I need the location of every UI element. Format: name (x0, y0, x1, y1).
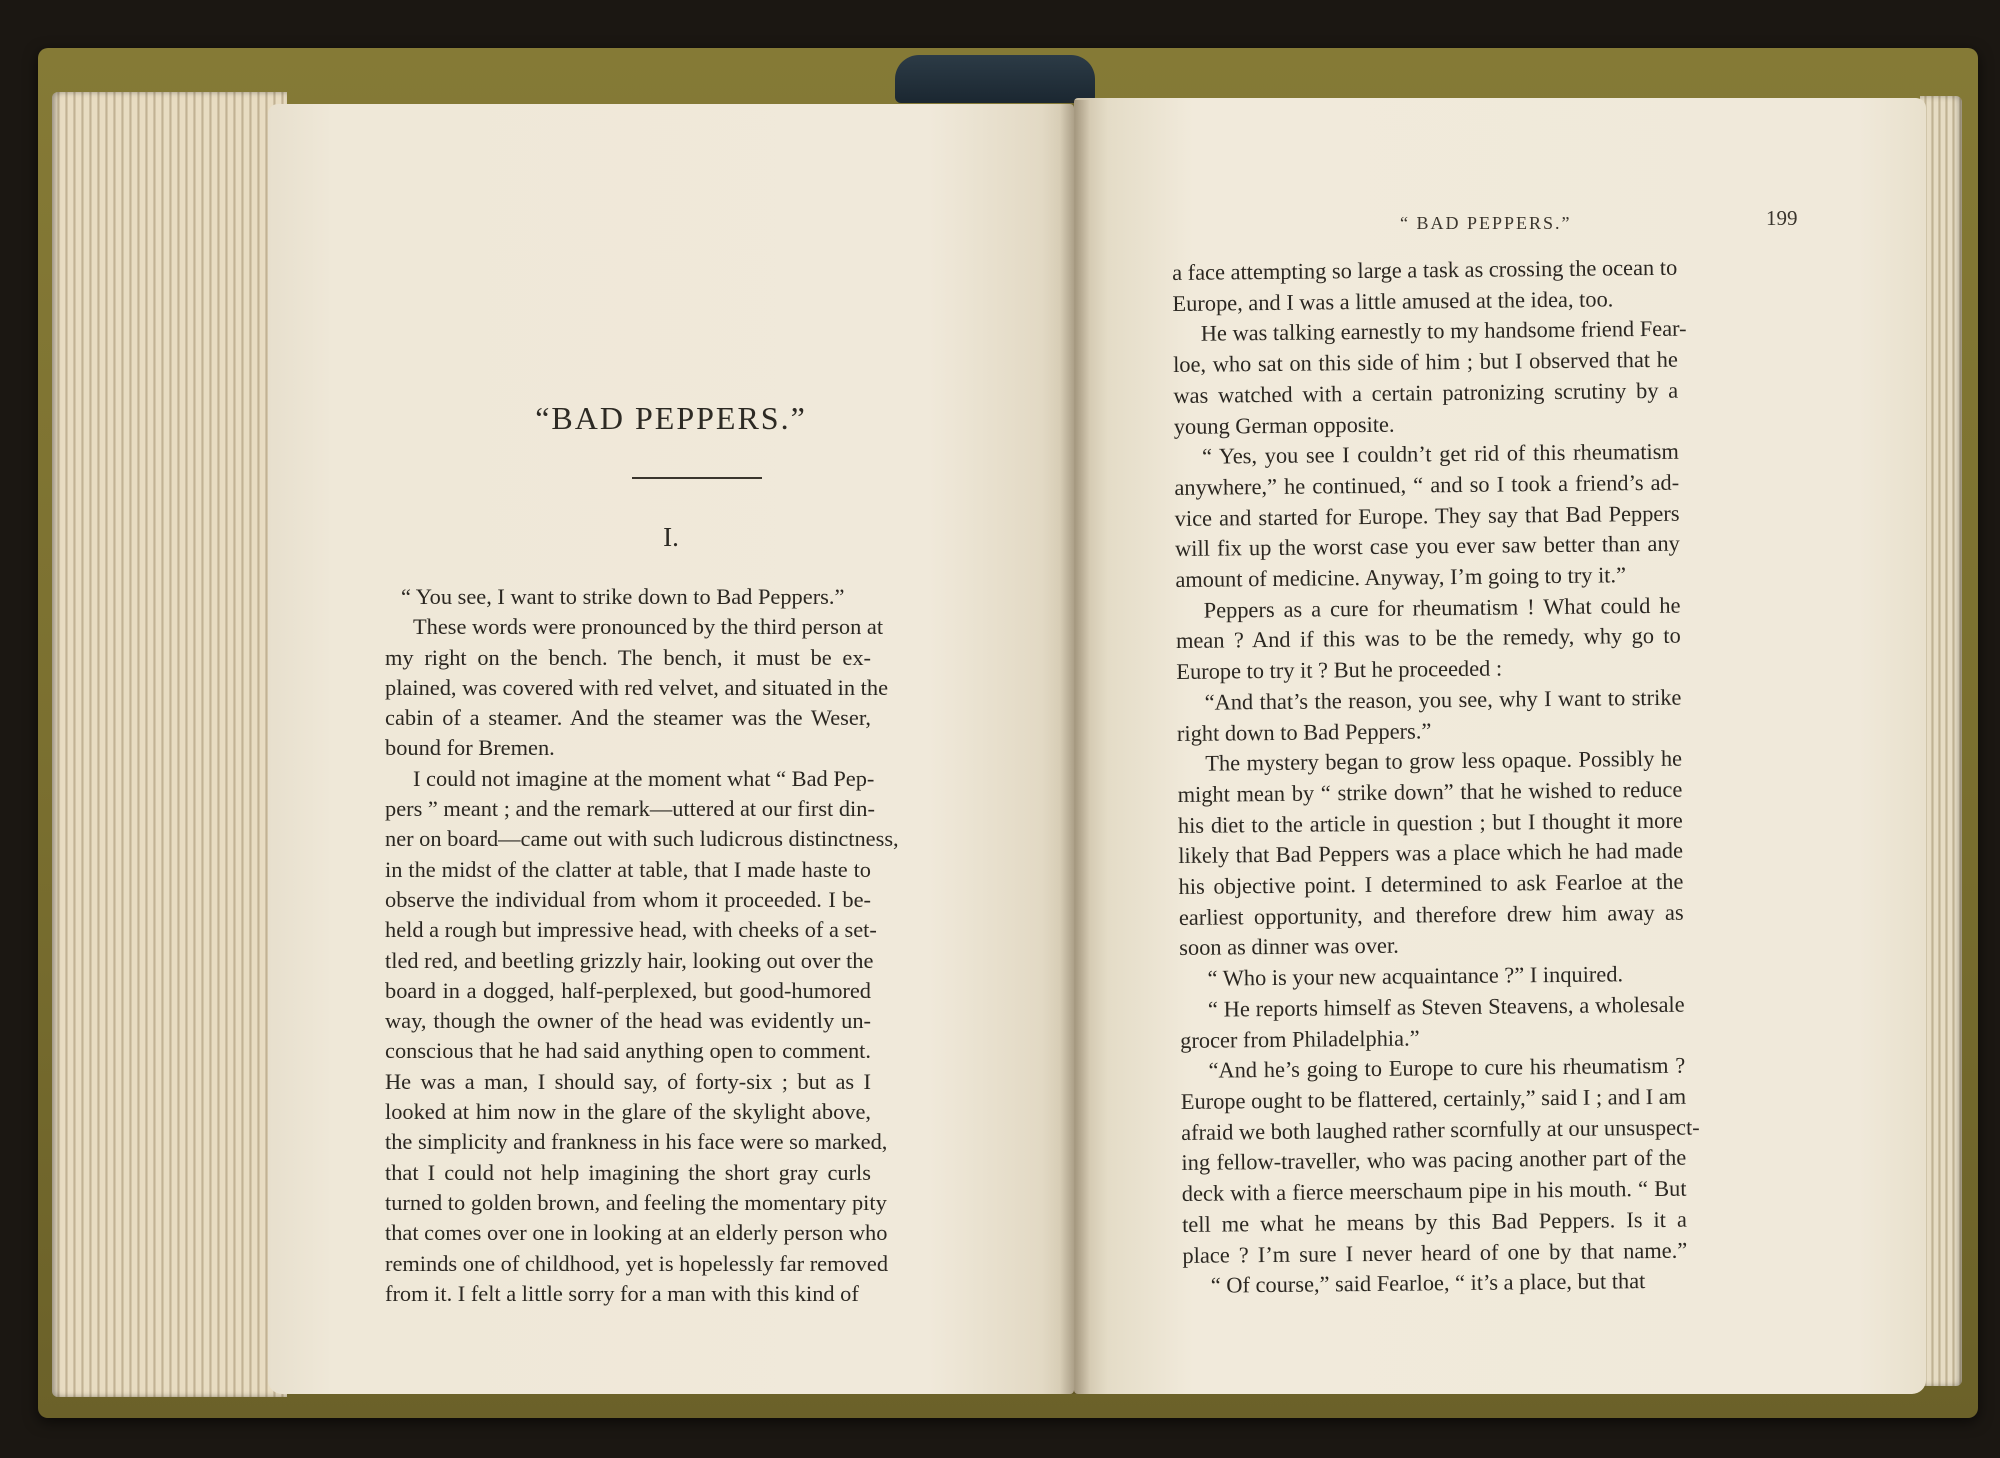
title-rule (632, 477, 762, 479)
text-line: afraid we both laughed rather scornfully at our unsuspect- (1181, 1114, 1700, 1145)
text-line: board in a dogged, half-perplexed, but good-humored (385, 977, 871, 1003)
text-line: likely that Bad Peppers was a place which he had made (1178, 838, 1684, 869)
text-line: soon as dinner was over. (1179, 933, 1399, 961)
text-line: might mean by “ strike down” that he wished to reduce (1177, 776, 1683, 807)
spine-headband (895, 55, 1095, 103)
text-line: ner on board—came out with such ludicrous distinctness, (385, 826, 899, 852)
text-line: tell me what he means by this Bad Peppers. Is it a (1181, 1206, 1687, 1237)
text-line: Europe to try it ? But he proceeded : (1176, 655, 1503, 685)
text-line: Peppers as a cure for rheumatism ! What could he (1203, 592, 1681, 623)
text-line: These words were pronounced by the third person at (413, 614, 884, 640)
right-page-edges (1920, 96, 1962, 1386)
text-line: “ He reports himself as Steven Steavens, a wholesale (1207, 991, 1685, 1022)
text-line: a face attempting so large a task as crossing the ocean to (1172, 254, 1678, 285)
text-line: my right on the bench. The bench, it must be ex- (385, 644, 871, 670)
text-line: that comes over one in looking at an elderly person who (385, 1220, 888, 1246)
text-line: deck with a fierce meerschaum pipe in his mouth. “ But (1181, 1175, 1687, 1207)
text-line: cabin of a steamer. And the steamer was the Weser, (385, 705, 871, 731)
text-line: mean ? And if this was to be the remedy, why go to (1175, 623, 1681, 654)
text-line: anywhere,” he continued, “ and so I took a friend’s ad- (1174, 469, 1680, 500)
running-header: “ BAD PEPPERS.” (1400, 213, 1572, 233)
text-line: grocer from Philadelphia.” (1180, 1025, 1420, 1053)
text-line: Europe ought to be flattered, certainly,” said I ; and I am (1180, 1083, 1687, 1114)
text-line: “ Of course,” said Fearloe, “ it’s a place, but that (1210, 1268, 1646, 1298)
text-line: plained, was covered with red velvet, and situated in the (385, 674, 889, 700)
text-line: observe the individual from whom it proceeded. I be- (385, 886, 871, 912)
text-line: place ? I’m sure I never heard of one by that name.” (1182, 1237, 1688, 1268)
text-line: “And that’s the reason, you see, why I want to strike (1204, 684, 1682, 715)
text-line: ing fellow-traveller, who was pacing another part of the (1181, 1145, 1687, 1176)
book-gutter (1060, 100, 1090, 1394)
left-page-text (385, 582, 1010, 1309)
text-line: vice and started for Europe. They say that Bad Peppers (1174, 500, 1680, 531)
text-line: that I could not help imagining the short gray curls (385, 1159, 871, 1185)
text-line: reminds one of childhood, yet is hopelessly far removed (385, 1250, 889, 1276)
right-page-text (1172, 251, 1831, 1302)
text-line: his diet to the article in question ; but I thought it more (1177, 807, 1683, 838)
text-line: will fix up the worst case you ever saw better than any (1174, 531, 1680, 562)
text-line: the simplicity and frankness in his face were so marked, (385, 1129, 888, 1155)
text-line: way, though the owner of the head was evidently un- (385, 1008, 871, 1034)
text-line: “ Who is your new acquaintance ?” I inquired. (1207, 961, 1624, 991)
text-line: his objective point. I determined to ask Fearloe at the (1178, 868, 1684, 900)
text-line: from it. I felt a little sorry for a man with this kind of (385, 1280, 859, 1306)
text-line: “ Yes, you see I couldn’t get rid of this rheumatism (1201, 438, 1679, 469)
left-page-edges (52, 92, 287, 1397)
text-line: tled red, and beetling grizzly hair, looking out over the (385, 947, 874, 973)
text-line: in the midst of the clatter at table, that I made haste to (385, 856, 871, 882)
chapter-title: “BAD PEPPERS.” (535, 400, 807, 436)
text-line: The mystery began to grow less opaque. Possibly he (1205, 745, 1683, 776)
text-line: conscious that he had said anything open to comment. (385, 1038, 871, 1064)
text-line: right down to Bad Peppers.” (1176, 717, 1432, 746)
text-line: loe, who sat on this side of him ; but I observed that he (1172, 346, 1678, 378)
text-line: Europe, and I was a little amused at the idea, too. (1172, 286, 1614, 316)
page-number: 199 (1766, 206, 1798, 230)
text-line: amount of medicine. Anyway, I’m going to try it.” (1175, 562, 1627, 593)
text-line: young German opposite. (1173, 411, 1395, 439)
section-number: I. (663, 522, 679, 552)
text-line: “And he’s going to Europe to cure his rheumatism ? (1208, 1052, 1686, 1083)
text-line: I could not imagine at the moment what “ Bad Pep- (413, 765, 875, 791)
text-line: earliest opportunity, and therefore drew him away as (1178, 899, 1684, 930)
text-line: pers ” meant ; and the remark—uttered at our first din- (385, 796, 875, 822)
text-line: bound for Bremen. (385, 735, 555, 761)
text-line: held a rough but impressive head, with cheeks of a set- (385, 917, 877, 943)
text-line: turned to golden brown, and feeling the momentary pity (385, 1189, 887, 1215)
text-line: looked at him now in the glare of the skylight above, (385, 1099, 871, 1125)
text-line: was watched with a certain patronizing scrutiny by a (1173, 377, 1679, 408)
text-line: “ You see, I want to strike down to Bad Peppers.” (401, 584, 845, 609)
text-line: He was talking earnestly to my handsome friend Fear- (1200, 316, 1687, 347)
text-line: He was a man, I should say, of forty-six ; but as I (385, 1068, 871, 1094)
